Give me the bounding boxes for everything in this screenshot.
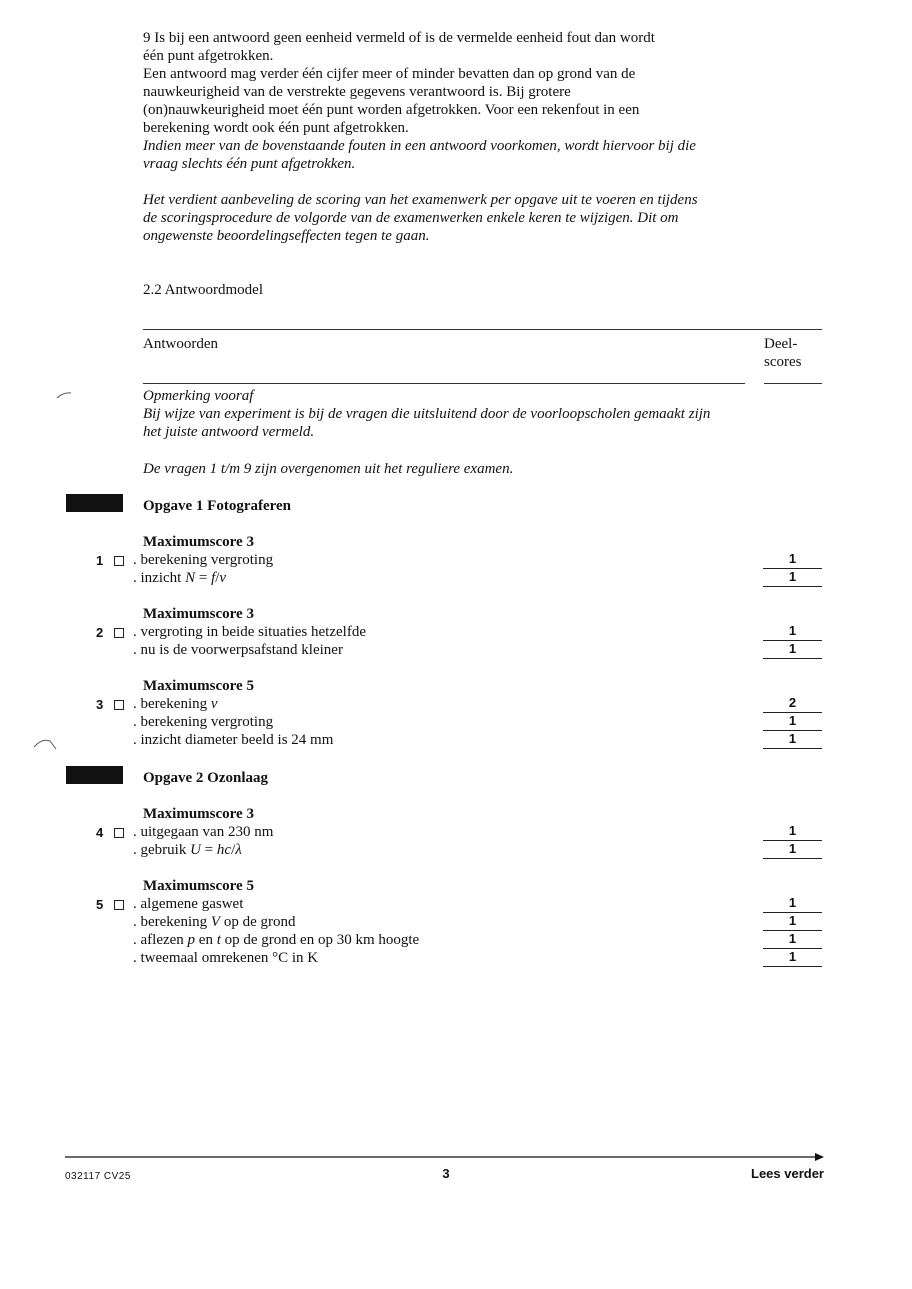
answer-item: . uitgegaan van 230 nm	[133, 824, 274, 840]
advice-paragraph	[143, 191, 743, 245]
advice-line: ongewenste beoordelingseffecten tegen te gaan.	[143, 228, 430, 244]
answer-item: . berekening V op de grond	[133, 914, 296, 930]
remark-body	[143, 405, 743, 441]
checkbox-icon	[114, 628, 124, 638]
intro-line: 9 Is bij een antwoord geen eenheid vermeld of is de vermelde eenheid fout dan wordt	[143, 30, 655, 46]
question-number: 1	[96, 553, 104, 568]
item-score: 1	[763, 895, 822, 913]
item-score: 1	[763, 713, 822, 731]
max-score-label: Maximumscore 5	[143, 878, 254, 894]
item-score: 1	[763, 641, 822, 659]
scores-header-rule	[764, 383, 822, 384]
answer-item: . gebruik U = hc/λ	[133, 842, 242, 858]
advice-line: Het verdient aanbeveling de scoring van het examenwerk per opgave uit te voeren en tijdens	[143, 192, 698, 208]
item-score: 2	[763, 695, 822, 713]
scores-header	[764, 335, 802, 371]
item-score: 1	[763, 551, 822, 569]
item-score: 1	[763, 841, 822, 859]
intro-paragraph	[143, 29, 743, 173]
remark-title: Opmerking vooraf	[143, 388, 254, 404]
max-score-label: Maximumscore 5	[143, 678, 254, 694]
question-number: 4	[96, 825, 104, 840]
advice-line: de scoringsprocedure de volgorde van de examenwerken enkele keren te wijzigen. Dit om	[143, 210, 679, 226]
remark-note: De vragen 1 t/m 9 zijn overgenomen uit het reguliere examen.	[143, 461, 514, 477]
max-score-label: Maximumscore 3	[143, 534, 254, 550]
intro-line: één punt afgetrokken.	[143, 48, 274, 64]
item-score: 1	[763, 913, 822, 931]
answer-item: . aflezen p en t op de grond en op 30 km hoogte	[133, 932, 420, 948]
page-number: 3	[442, 1166, 450, 1181]
answers-header-rule	[143, 383, 745, 384]
intro-line: berekening wordt ook één punt afgetrokken.	[143, 120, 409, 136]
scores-header-line: Deel-	[764, 336, 798, 352]
table-top-rule	[143, 329, 822, 330]
opgave-title: Opgave 1 Fotograferen	[143, 498, 292, 514]
question-number: 5	[96, 897, 104, 912]
margin-tick-mark	[32, 735, 62, 751]
answer-item: . berekening v	[133, 696, 218, 712]
answer-item: . tweemaal omrekenen °C in K	[133, 950, 319, 966]
max-score-label: Maximumscore 3	[143, 806, 254, 822]
item-score: 1	[763, 949, 822, 967]
section-marker-bar	[66, 766, 123, 784]
item-score: 1	[763, 731, 822, 749]
answers-header: Antwoorden	[143, 336, 218, 352]
question-number: 3	[96, 697, 104, 712]
intro-line: (on)nauwkeurigheid moet één punt worden afgetrokken. Voor een rekenfout in een	[143, 102, 640, 118]
intro-line: Een antwoord mag verder één cijfer meer of minder bevatten dan op grond van de	[143, 66, 636, 82]
answer-item: . inzicht diameter beeld is 24 mm	[133, 732, 334, 748]
answer-item: . algemene gaswet	[133, 896, 244, 912]
answer-item: . vergroting in beide situaties hetzelfde	[133, 624, 366, 640]
intro-line: Indien meer van de bovenstaande fouten in een antwoord voorkomen, wordt hiervoor bij die	[143, 138, 696, 154]
remark-line: het juiste antwoord vermeld.	[143, 424, 315, 440]
answer-item: . berekening vergroting	[133, 552, 274, 568]
footer-arrow-rule	[65, 1152, 825, 1162]
opgave-title: Opgave 2 Ozonlaag	[143, 770, 269, 786]
item-score: 1	[763, 569, 822, 587]
checkbox-icon	[114, 900, 124, 910]
remark-line: Bij wijze van experiment is bij de vragen die uitsluitend door de voorloopscholen gemaakt zijn	[143, 406, 711, 422]
item-score: 1	[763, 623, 822, 641]
item-score: 1	[763, 823, 822, 841]
max-score-label: Maximumscore 3	[143, 606, 254, 622]
scores-header-line: scores	[764, 354, 802, 370]
section-marker-bar	[66, 494, 123, 512]
answer-item: . nu is de voorwerpsafstand kleiner	[133, 642, 343, 658]
intro-line: nauwkeurigheid van de verstrekte gegevens verantwoord is. Bij grotere	[143, 84, 571, 100]
continue-label: Lees verder	[751, 1166, 824, 1181]
margin-tick-mark	[55, 390, 75, 400]
question-number: 2	[96, 625, 104, 640]
intro-line: vraag slechts één punt afgetrokken.	[143, 156, 356, 172]
document-code: 032117 CV25	[65, 1171, 131, 1182]
answer-item: . inzicht N = f/v	[133, 570, 227, 586]
item-score: 1	[763, 931, 822, 949]
checkbox-icon	[114, 556, 124, 566]
answer-item: . berekening vergroting	[133, 714, 274, 730]
checkbox-icon	[114, 700, 124, 710]
section-title: 2.2 Antwoordmodel	[143, 282, 263, 298]
checkbox-icon	[114, 828, 124, 838]
